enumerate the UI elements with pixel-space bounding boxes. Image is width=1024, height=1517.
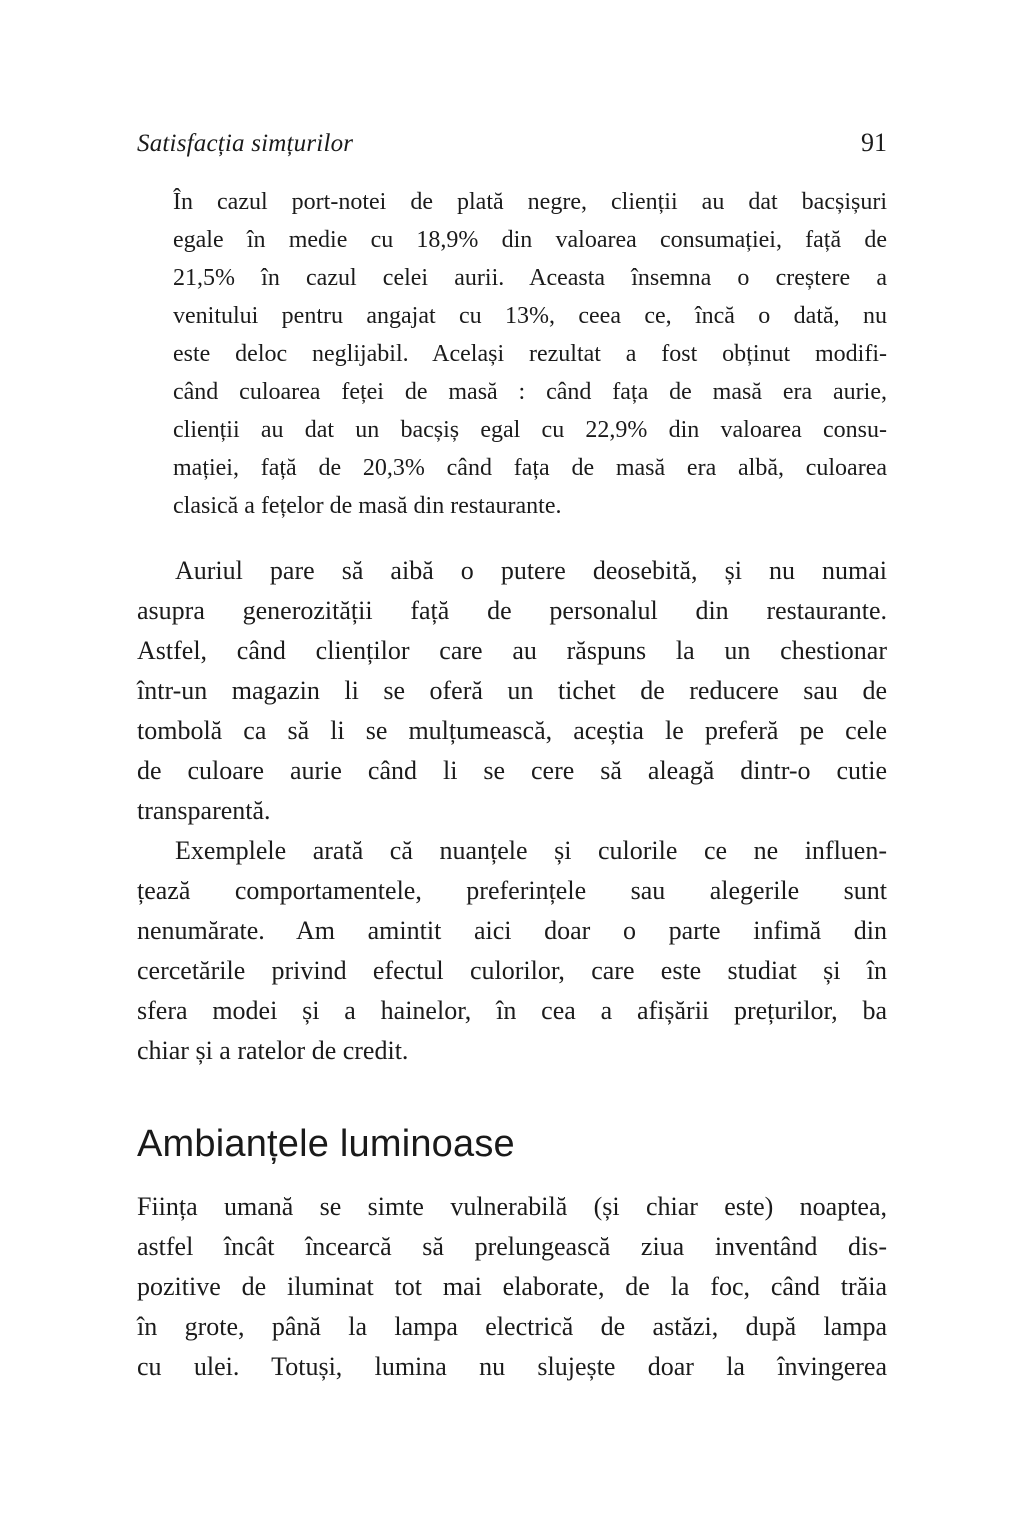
text-line: de culoare aurie când li se cere să aleagă dintr-o cutie	[137, 756, 887, 785]
text-line: venitului pentru angajat cu 13%, ceea ce, încă o dată, nu	[173, 303, 887, 329]
text-line: cercetările privind efectul culorilor, care este studiat și în	[137, 956, 887, 985]
page-header	[137, 128, 887, 168]
text-line: sfera modei și a hainelor, în cea a afișării prețurilor, ba	[137, 996, 887, 1025]
text-line: asupra generozității față de personalul din restaurante.	[137, 596, 887, 625]
text-line: în grote, până la lampa electrică de astăzi, după lampa	[137, 1312, 887, 1341]
text-line: țează comportamentele, preferințele sau alegerile sunt	[137, 876, 887, 905]
text-line: tombolă ca să li se mulțumească, aceștia le preferă pe cele	[137, 716, 887, 745]
text-line: pozitive de iluminat tot mai elaborate, de la foc, când trăia	[137, 1272, 887, 1301]
text-line: într-un magazin li se oferă un tichet de reducere sau de	[137, 676, 887, 705]
text-line: transparentă.	[137, 796, 271, 825]
paragraph-gold-power	[137, 551, 887, 831]
text-line: 21,5% în cazul celei aurii. Aceasta însemna o creștere a	[173, 265, 887, 291]
text-line: Ființa umană se simte vulnerabilă (și chiar este) noaptea,	[137, 1192, 887, 1221]
text-line: cu ulei. Totuși, lumina nu slujește doar la învingerea	[137, 1352, 887, 1381]
text-line: când culoarea feței de masă : când fața de masă era aurie,	[173, 379, 887, 405]
text-line: clienții au dat un bacșiș egal cu 22,9% din valoarea consu-	[173, 417, 887, 443]
paragraph-color-examples	[137, 831, 887, 1071]
text-line: mației, față de 20,3% când fața de masă era albă, culoarea	[173, 455, 887, 481]
text-line: clasică a fețelor de masă din restaurante.	[173, 493, 562, 519]
text-line: Auriul pare să aibă o putere deosebită, și nu numai	[175, 556, 887, 585]
text-line: chiar și a ratelor de credit.	[137, 1036, 409, 1065]
text-line: este deloc neglijabil. Același rezultat a fost obținut modifi-	[173, 341, 887, 367]
text-line: astfel încât încearcă să prelungească ziua inventând dis-	[137, 1232, 887, 1261]
running-title: Satisfacția simțurilor	[137, 130, 354, 157]
section-heading: Ambianțele luminoase	[137, 1123, 515, 1165]
text-line: egale în medie cu 18,9% din valoarea consumației, față de	[173, 227, 887, 253]
page-number: 91	[861, 128, 887, 157]
block-quote	[173, 183, 887, 525]
text-line: În cazul port-notei de plată negre, clienții au dat bacșișuri	[173, 189, 887, 215]
paragraph-light-ambience	[137, 1187, 887, 1387]
text-line: Astfel, când clienților care au răspuns la un chestionar	[137, 636, 887, 665]
text-line: Exemplele arată că nuanțele și culorile ce ne influen-	[175, 836, 887, 865]
text-line: nenumărate. Am amintit aici doar o parte infimă din	[137, 916, 887, 945]
